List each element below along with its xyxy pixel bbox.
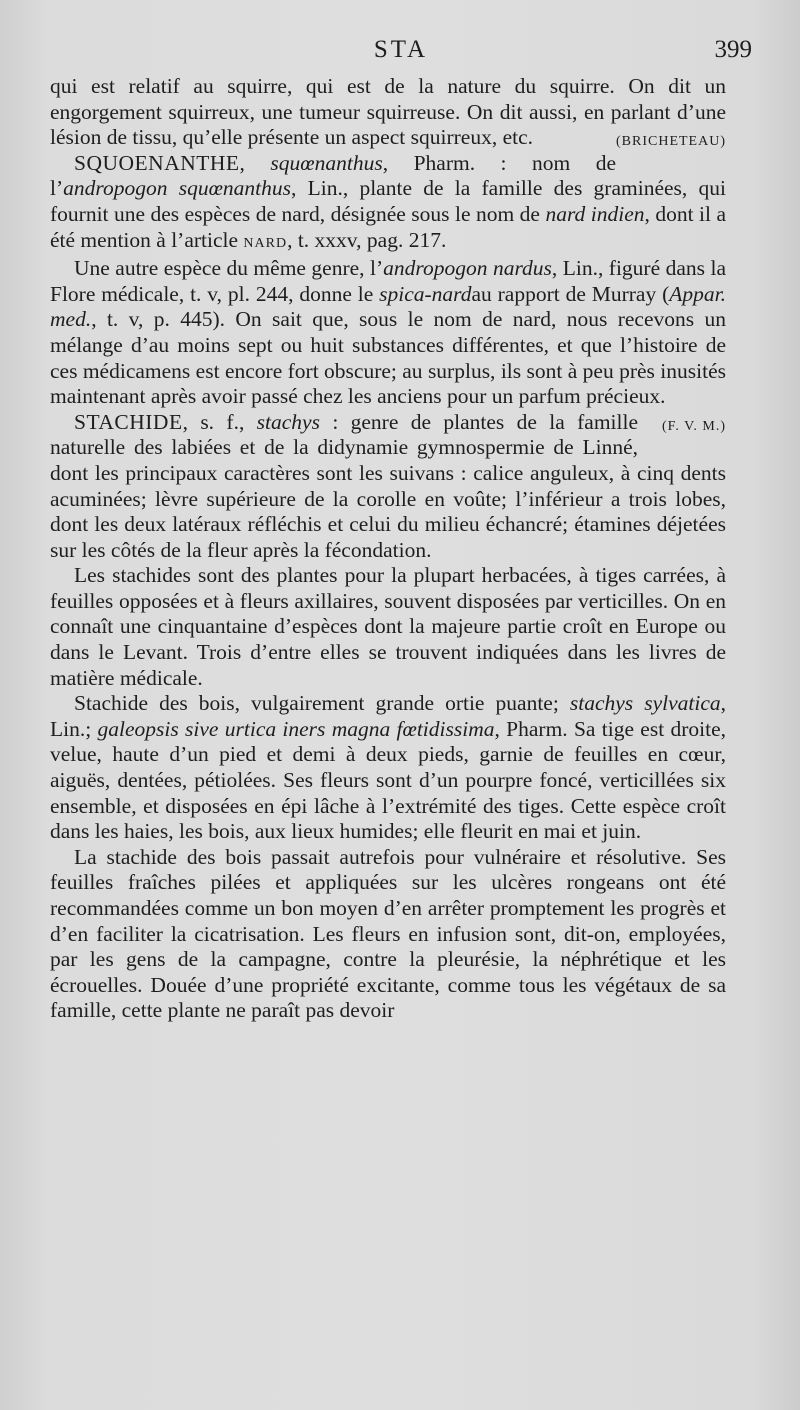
headword: SQUOENANTHE: [74, 150, 240, 175]
headword: STACHIDE: [74, 409, 183, 434]
paragraph-nard: Une autre espèce du même genre, l’andropogon nardus, Lin., figuré dans la Flore médicale, t. v, pl. 244, donne le spica-nardau rapport de Murray (Appar. med., t. v, p. 445). On sait que, sous le nom de nard, nous recevons un mélange d’au moins sept ou huit substances différentes, et que l’histoire de ces médicamens est encore fort obscure; au surplus, ils sont à peu près inusités maintenant après avoir passé chez les anciens pour un parfum précieux. (F. V. M.): [50, 256, 726, 410]
paragraph-usages: La stachide des bois passait autrefois pour vulnéraire et résolutive. Ses feuilles fraîches pilées et appliquées sur les ulcères rongeans ont été recommandées comme un bon moyen d’en arrêter promptement les progrès et d’en faciliter la cicatrisation. Les fleurs en infusion sont, dit-on, employées, par les gens de la campagne, contre la pleurésie, la néphrétique et les écrouelles. Douée d’une propriété excitante, comme tous les végétaux de sa famille, cette plante ne paraît pas devoir: [50, 844, 726, 1023]
page-body: [50, 74, 726, 1024]
running-title: STA: [373, 36, 429, 63]
entry-stachide: STACHIDE, s. f., stachys : genre de plantes de la famille naturelle des labiées et de la didynamie gymnospermie de Linné, dont les principaux caractères sont les suivans : calice anguleux, à cinq dents acuminées; lèvre supérieure de la corolle en voûte; l’inférieur a trois lobes, dont les deux latéraux réfléchis et celui du milieu échancré; étamines déjetées sur les côtés de la fleur après la fécondation.: [50, 409, 726, 562]
latin-term: galeopsis sive urtica iners magna fœtidissima: [97, 716, 495, 741]
latin-term: andropogon squœnanthus: [63, 176, 291, 201]
entry-squoenanthe: SQUOENANTHE, squœnanthus, Pharm. : nom de l’andropogon squœnanthus, Lin., plante de la famille des graminées, qui fournit une des espèces de nard, désignée sous le nom de nard indien, dont il a été mention à l’article NARD, t. xxxv, pag. 217.: [50, 150, 727, 252]
running-head: [50, 36, 752, 70]
paragraph-text: qui est relatif au squirre, qui est de la nature du squirre. On dit un engorgement squirreux, une tumeur squirreuse. On dit aussi, en parlant d’une lésion de tissu, qu’elle présente un aspect squirreux, etc.: [50, 74, 726, 150]
citation: Appar. med.: [50, 281, 726, 332]
latin-term: stachys: [256, 409, 320, 434]
author-signature: (F. V. M.): [662, 418, 726, 434]
latin-term: andropogon nardus: [383, 256, 552, 281]
common-name: nard indien: [545, 201, 645, 226]
author-signature: (BRICHETEAU): [616, 134, 726, 150]
latin-term: squœnanthus: [270, 150, 383, 175]
cross-reference: NARD: [243, 235, 288, 251]
paragraph-stachides: Les stachides sont des plantes pour la plupart herbacées, à tiges carrées, à feuilles opposées et à fleurs axillaires, souvent disposées par verticilles. On en connaît une cinquantaine d’espèces dont la majeure partie croît en Europe ou dans le Levant. Trois d’entre elles se trouvent indiquées dans les livres de matière médicale.: [50, 563, 726, 690]
latin-term: stachys sylvatica: [569, 691, 721, 716]
page-number: 399: [714, 36, 752, 63]
latin-term: spica-nard: [379, 281, 472, 306]
paragraph-stachide-des-bois: Stachide des bois, vulgairement grande ortie puante; stachys sylvatica, Lin.; galeopsis sive urtica iners magna fœtidissima, Pharm. Sa tige est droite, velue, haute d’un pied et demi à deux pieds, garnie de feuilles en cœur, aiguës, dentées, pétiolées. Ses fleurs sont d’un pourpre foncé, verticillées six ensemble, et disposées en épi lâche à l’extrémité des tiges. Cette espèce croît dans les haies, les bois, aux lieux humides; elle fleurit en mai et juin.: [50, 691, 727, 844]
paragraph-squirreux: [50, 74, 726, 151]
